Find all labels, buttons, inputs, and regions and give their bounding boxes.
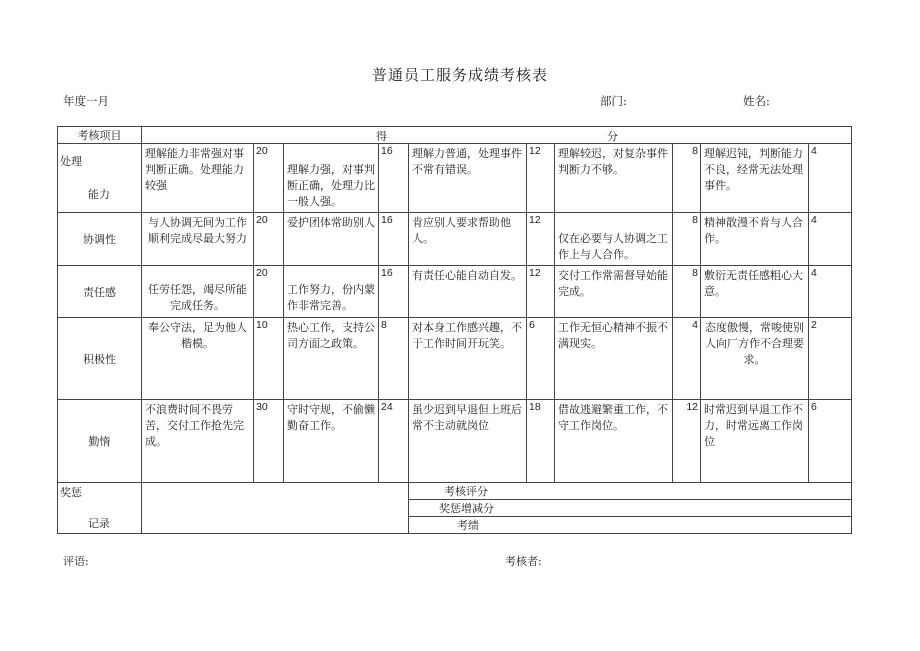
criteria-desc: 精神散漫不肯与人合作。 [701,213,809,266]
criteria-desc: 理解力强，对事判断正确，处理力比一般人强。 [284,144,379,213]
category-initiative: 积极性 [58,318,142,400]
criteria-score: 8 [673,144,701,213]
criteria-score: 4 [809,144,852,213]
criteria-score: 8 [673,213,701,266]
criteria-score: 12 [527,213,555,266]
criteria-desc: 任劳任怨，竭尽所能完成任务。 [142,266,254,318]
criteria-score: 10 [254,318,284,400]
criteria-desc: 态度傲慢，常唆使别人向厂方作不合理要求。 [701,318,809,400]
department-label: 部门: [600,94,627,108]
criteria-desc: 工作无恒心精神不振不满现实。 [555,318,673,400]
criteria-desc: 理解较迟，对复杂事件判断力不够。 [555,144,673,213]
criteria-desc: 交付工作常需督导始能完成。 [555,266,673,318]
name-label: 姓名: [743,94,770,108]
criteria-desc: 不浪费时间不畏劳苦，交付工作抢先完成。 [142,400,254,483]
criteria-desc: 肯应别人要求帮助他人。 [409,213,527,266]
criteria-score: 4 [809,266,852,318]
criteria-desc: 对本身工作感兴趣，不于工作时间开玩笑。 [409,318,527,400]
criteria-score: 8 [673,266,701,318]
criteria-desc: 守时守规，不偷懒勤奋工作。 [284,400,379,483]
criteria-score: 12 [527,266,555,318]
page-title: 普通员工服务成绩考核表 [371,66,548,84]
criteria-desc: 虽少迟到早退但上班后常不主动就岗位 [409,400,527,483]
criteria-score: 16 [379,213,409,266]
criteria-desc: 爱护团体常助别人 [284,213,379,266]
criteria-score: 20 [254,144,284,213]
criteria-desc: 理解能力非常强对事判断正确。处理能力较强 [142,144,254,213]
criteria-desc: 时常迟到早退工作不力，时常远离工作岗位 [701,400,809,483]
assessment-table [57,126,852,534]
table-row [58,400,852,483]
criteria-score: 4 [809,213,852,266]
criteria-score: 6 [527,318,555,400]
criteria-score: 2 [809,318,852,400]
criteria-desc: 工作努力，份内蒙作非常完善。 [284,266,379,318]
year-label: 年度一月 [63,94,109,108]
criteria-score: 24 [379,400,409,483]
criteria-score: 12 [527,144,555,213]
category-processing: 处理 能力 [58,144,142,213]
final-grade-label: 考绩 [409,517,852,534]
criteria-score: 6 [809,400,852,483]
reward-record-label: 奖惩 记录 [58,483,142,534]
header-score [142,127,852,144]
criteria-desc: 仅在必要与人协调之工作上与人合作。 [555,213,673,266]
criteria-desc: 与人协调无间为工作顺利完成尽最大努力 [142,213,254,266]
criteria-score: 30 [254,400,284,483]
header-score-1: 得 [376,130,387,143]
criteria-desc: 敷衍无责任感粗心大意。 [701,266,809,318]
assessor-label: 考核者: [505,555,542,568]
reward-adjust-label: 奖惩增减分 [409,500,852,517]
header-item: 考核项目 [58,127,142,144]
category-responsibility: 责任感 [58,266,142,318]
comment-label: 评语: [63,555,89,568]
criteria-desc: 借故逃避繁重工作，不守工作岗位。 [555,400,673,483]
assessment-score-label: 考核评分 [409,483,852,500]
criteria-score: 18 [527,400,555,483]
header-row [58,127,852,144]
criteria-desc: 理解力普通，处理事件不常有错误。 [409,144,527,213]
criteria-score: 8 [379,318,409,400]
table-row [58,213,852,266]
criteria-score: 20 [254,213,284,266]
criteria-score: 16 [379,144,409,213]
header-score-2: 分 [607,130,618,143]
table-row [58,266,852,318]
criteria-desc: 奉公守法，足为他人楷模。 [142,318,254,400]
criteria-score: 12 [673,400,701,483]
category-diligence: 勤惰 [58,400,142,483]
criteria-desc: 热心工作，支持公司方面之政策。 [284,318,379,400]
table-row [58,144,852,213]
criteria-desc: 有责任心能自动自发。 [409,266,527,318]
criteria-desc: 理解迟钝，判断能力不良，经常无法处理事件。 [701,144,809,213]
table-row [58,318,852,400]
criteria-score: 20 [254,266,284,318]
criteria-score: 16 [379,266,409,318]
criteria-score: 4 [673,318,701,400]
reward-record-field[interactable] [142,483,409,534]
summary-row-eval [58,483,852,500]
category-coordination: 协调性 [58,213,142,266]
